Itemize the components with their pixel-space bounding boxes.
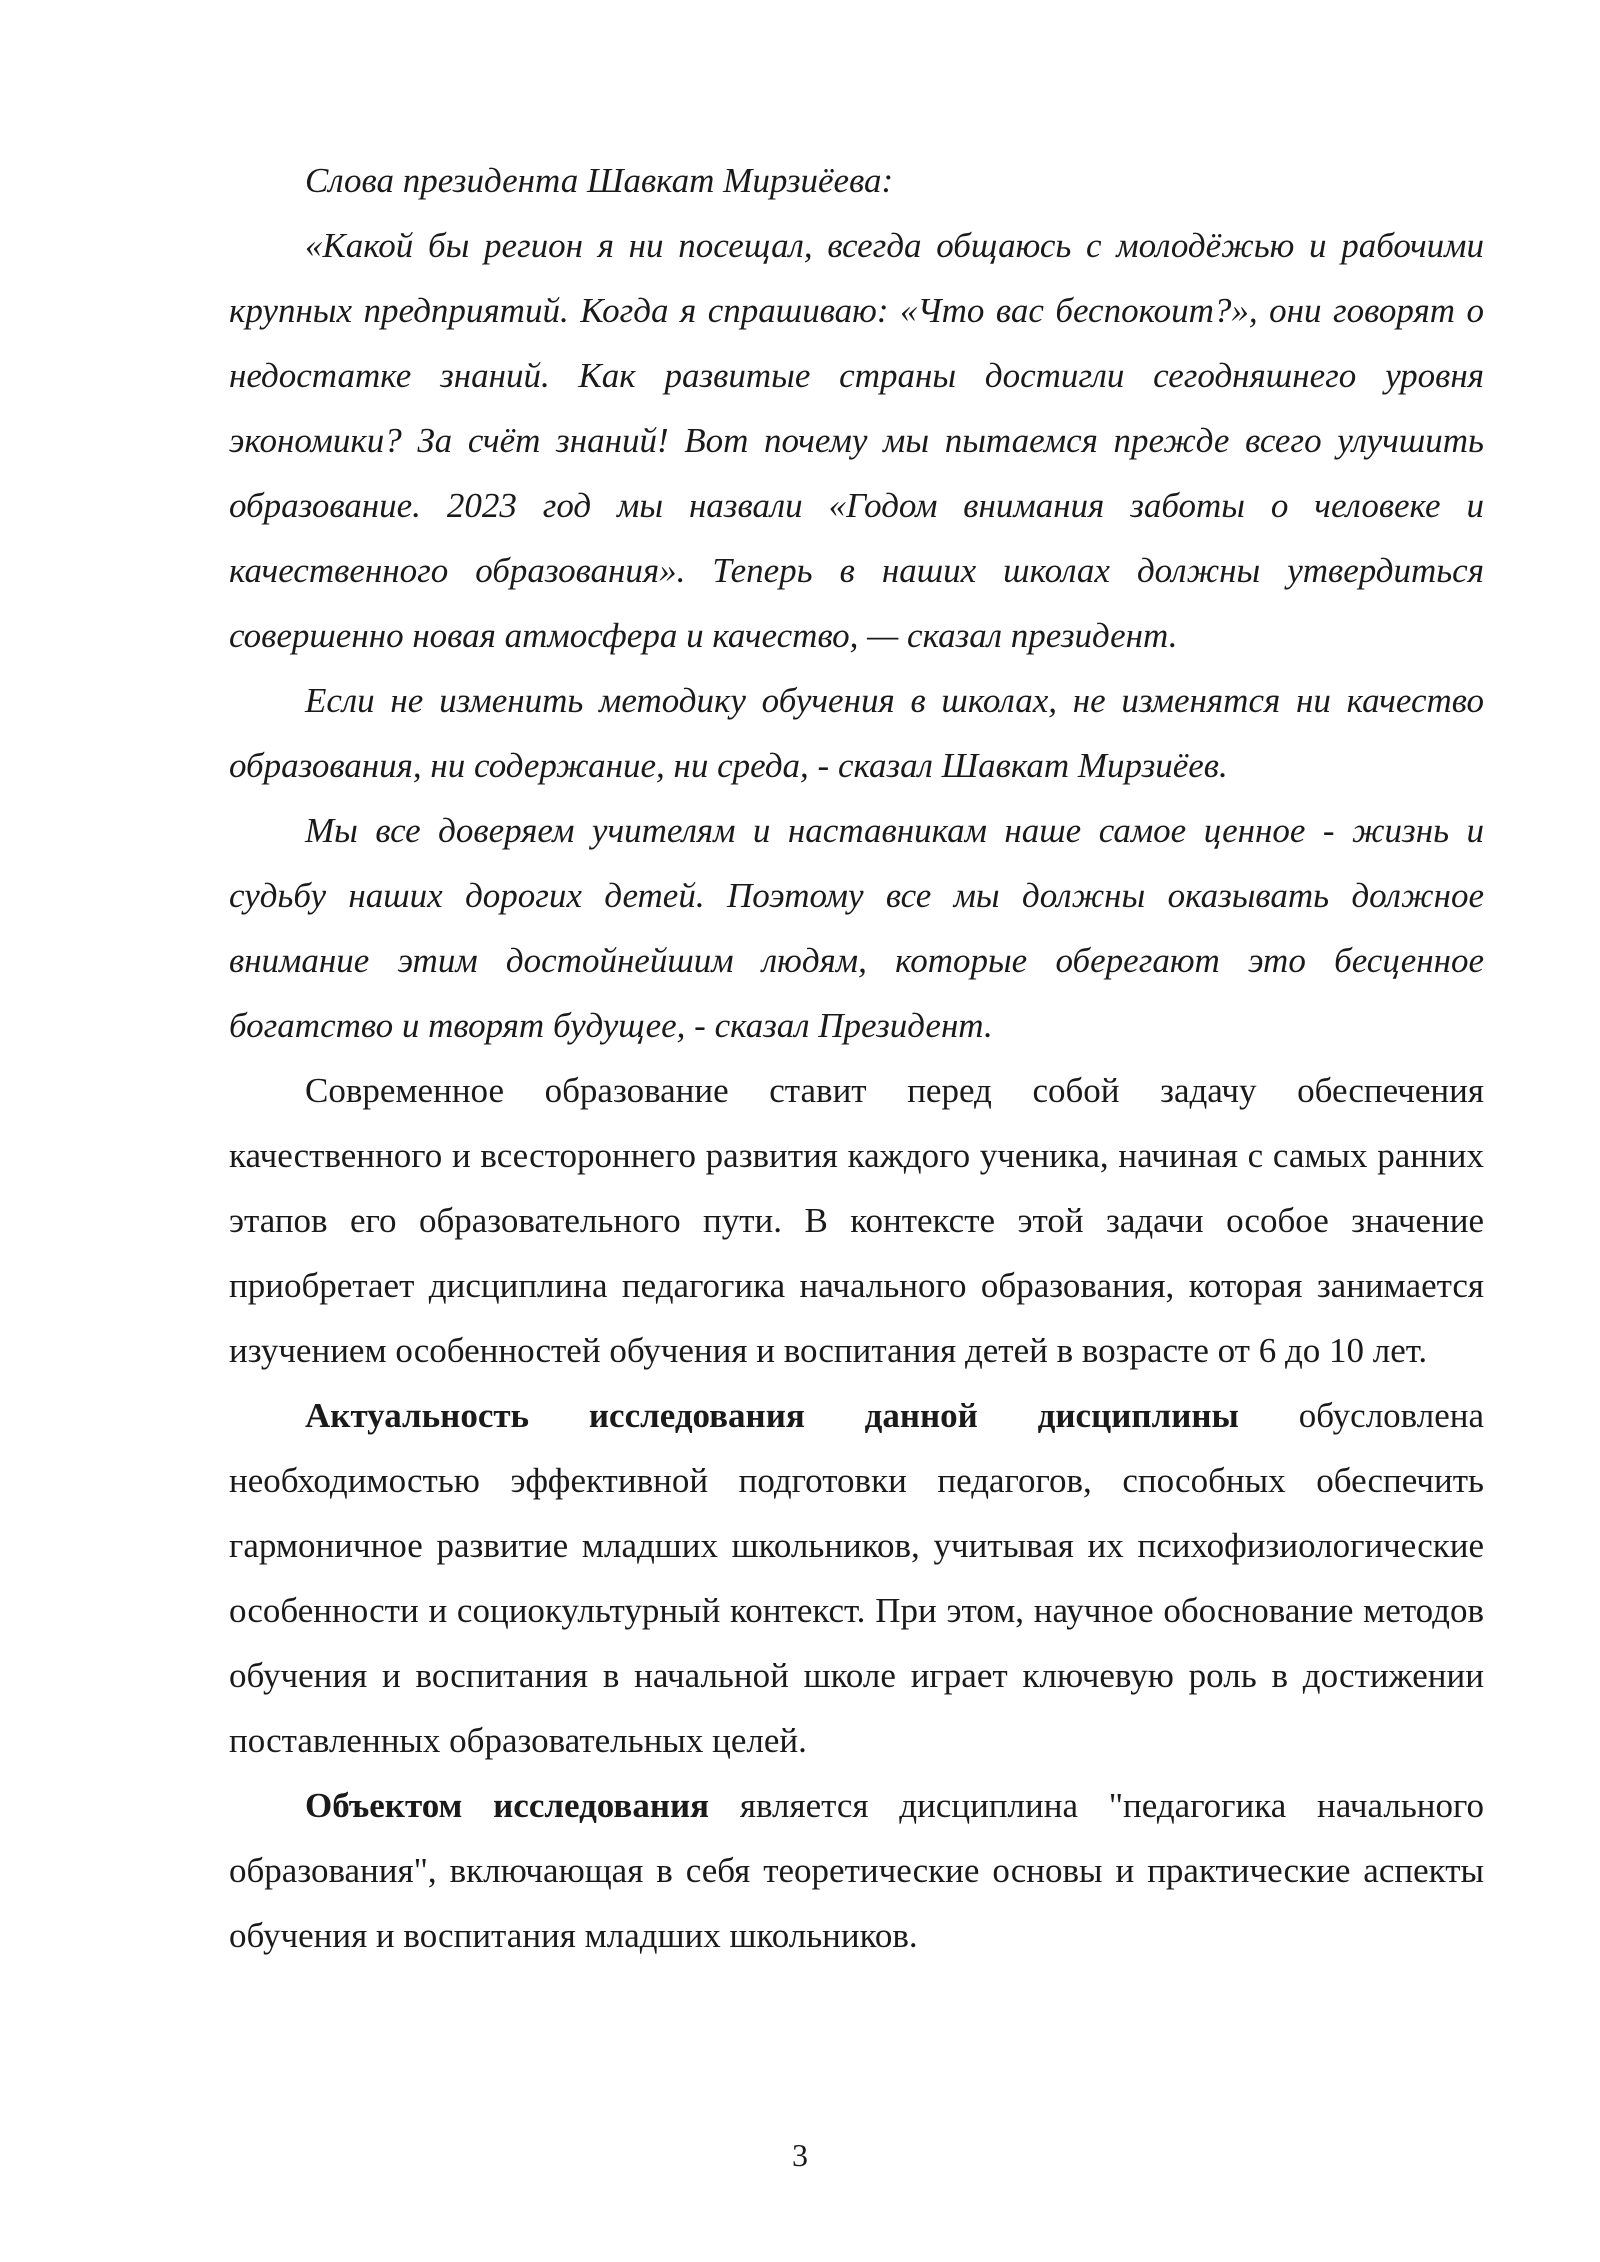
paragraph-text: Мы все доверяем учителям и наставникам наше самое ценное - жизнь и судьбу наших дорогих детей. Поэтому все мы должны оказывать должное внимание этим достойнейшим людям, которые оберегают это бесценное богатство и творят будущее, - сказал Президент. — [229, 811, 1484, 1045]
paragraph-text: Современное образование ставит перед собой задачу обеспечения качественного и всестороннего развития каждого ученика, начиная с самых ранних этапов его образовательного пути. В контексте этой задачи особое значение приобретает дисциплина педагогика начального образования, которая занимается изучением особенностей обучения и воспитания детей в возрасте от 6 до 10 лет. — [229, 1071, 1484, 1370]
paragraph-quote-methods — [229, 668, 1484, 798]
page-number: 3 — [792, 2137, 808, 2173]
paragraph-quote-intro — [229, 148, 1484, 213]
paragraph-bold-lead: Актуальность исследования данной дисциплины — [305, 1396, 1239, 1435]
paragraph-research-object — [229, 1773, 1484, 1968]
paragraph-text: «Какой бы регион я ни посещал, всегда общаюсь с молодёжью и рабочими крупных предприятий. Когда я спрашиваю: «Что вас беспокоит?», они говорят о недостатке знаний. Как развитые страны достигли сегодняшнего уровня экономики? За счёт знаний! Вот почему мы пытаемся прежде всего улучшить образование. 2023 год мы назвали «Годом внимания заботы о человеке и качественного образования». Теперь в наших школах должны утвердиться совершенно новая атмосфера и качество, — сказал президент. — [229, 226, 1484, 655]
paragraph-text: Если не изменить методику обучения в школах, не изменятся ни качество образования, ни содержание, ни среда, - сказал Шавкат Мирзиёев. — [229, 681, 1484, 785]
paragraph-relevance — [229, 1383, 1484, 1773]
paragraph-modern-education — [229, 1058, 1484, 1383]
paragraph-bold-lead: Объектом исследования — [305, 1786, 710, 1825]
paragraph-text: Слова президента Шавкат Мирзиёева: — [305, 161, 894, 200]
page-body — [229, 148, 1484, 1968]
paragraph-quote-teachers — [229, 798, 1484, 1058]
paragraph-text: обусловлена необходимостью эффективной подготовки педагогов, способных обеспечить гармоничное развитие младших школьников, учитывая их психофизиологические особенности и социокультурный контекст. При этом, научное обоснование методов обучения и воспитания в начальной школе играет ключевую роль в достижении поставленных образовательных целей. — [229, 1396, 1484, 1760]
paragraph-quote-knowledge — [229, 213, 1484, 668]
paragraph-text: является дисциплина "педагогика начального образования", включающая в себя теоретические основы и практические аспекты обучения и воспитания младших школьников. — [229, 1786, 1485, 1955]
